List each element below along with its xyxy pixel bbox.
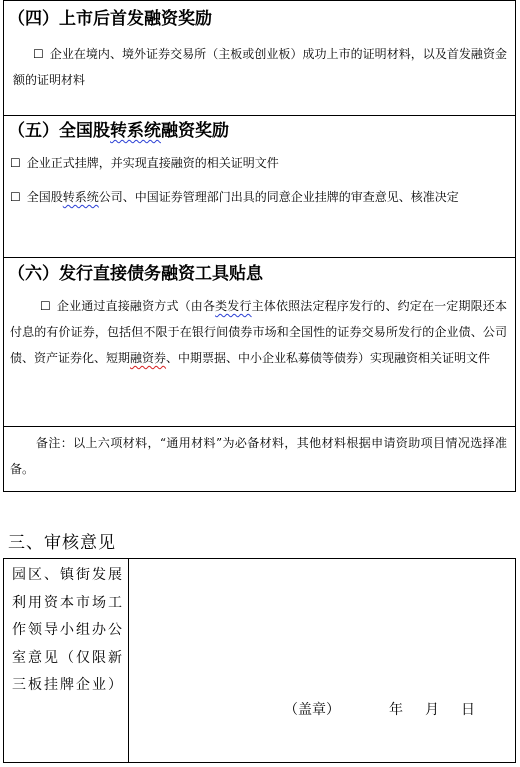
review-divider [128, 558, 129, 763]
review-month-label: 月 [425, 702, 439, 718]
section-5-item-2-part-1: 全国股 [26, 190, 63, 204]
checkbox-icon[interactable]: ☐ [10, 190, 21, 204]
section-5-item-1 [10, 150, 507, 176]
section-6-item-part-4: 融资券 [130, 351, 167, 365]
section-4-title: （四）上市后首发融资奖励 [8, 9, 212, 29]
section-6-item-part-3: 主体依照法定程序发行的、约定在一定期限还本付息的有价证券，包括但不限于在银行间债券市场和全国性的证券交易所发行的企业债、公司债、资产证券化、短期 [10, 299, 507, 365]
checkbox-icon[interactable]: ☐ [40, 299, 51, 313]
review-year-label: 年 [389, 702, 403, 718]
section-5-item-2-part-2: 转系统 [62, 190, 99, 204]
section-5-item-1-text: 企业正式挂牌，并实现直接融资的相关证明文件 [26, 156, 279, 170]
section-4-item-1-text: 企业在境内、境外证券交易所（主板或创业板）成功上市的证明材料，以及首发融资金额的证明材料 [13, 47, 507, 87]
section-5-item-2-part-3: 公司、中国证券管理部门出具的同意企业挂牌的审查意见、核准决定 [98, 190, 459, 204]
section-6-item-part-1: 企业通过直接融资方式（由各 [56, 299, 216, 313]
section-6-item-part-2: 类发行 [215, 299, 252, 313]
section-6-item-1 [10, 293, 507, 371]
section-5-title-part-2: 转系统 [110, 121, 161, 141]
section-5-item-2 [10, 184, 507, 210]
review-heading: 三、审核意见 [8, 533, 116, 553]
section-4-item-1 [13, 41, 507, 93]
note-text: 备注：以上六项材料，“通用材料”为必备材料，其他材料根据申请资助项目情况选择准备。 [10, 436, 507, 476]
section-5-title-part-3: 融资奖励 [161, 121, 229, 141]
section-6-item-part-5: 、中期票据、中小企业私募债等债券）实现融资相关证明文件 [166, 351, 491, 365]
review-day-label: 日 [461, 702, 475, 718]
review-unit-label: 园区、镇街发展利用资本市场工作领导小组办公室意见（仅限新三板挂牌企业） [12, 567, 124, 693]
section-5-title [8, 120, 229, 142]
section-6-title: （六）发行直接债务融资工具贴息 [8, 264, 263, 284]
section-5-title-part-1: （五）全国股 [8, 121, 110, 141]
checkbox-icon[interactable]: ☐ [33, 47, 44, 61]
checkbox-icon[interactable]: ☐ [10, 156, 21, 170]
review-seal-label: （盖章） [284, 702, 340, 718]
